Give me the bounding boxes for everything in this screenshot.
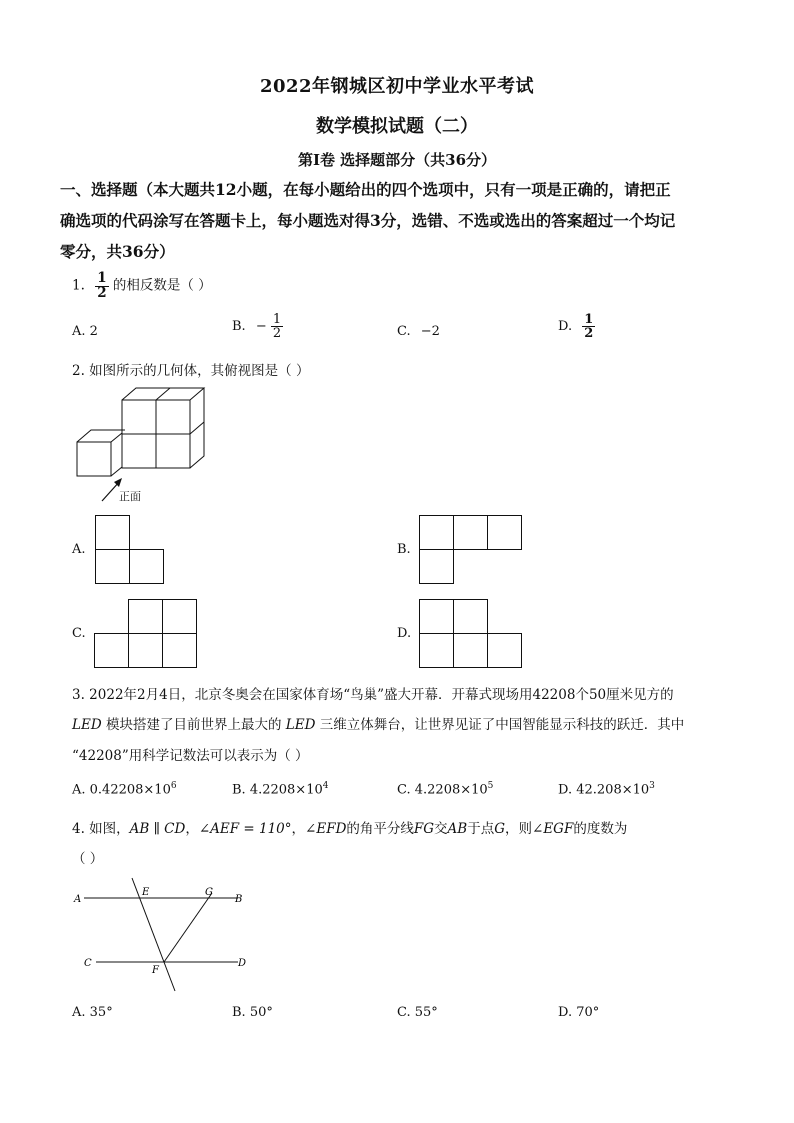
math-condition: AB ∥ CD: [129, 821, 186, 837]
q3-option-d: [558, 781, 655, 797]
q4-option-a: A. 35°: [72, 1005, 113, 1020]
q4-text: 4. 如图，: [72, 821, 130, 837]
q2-option-d-label: D.: [397, 626, 412, 641]
page-title: 2022年钢城区初中学业水平考试: [259, 76, 535, 97]
option-text: C. 4.2208×10: [397, 782, 488, 798]
math-term: FG: [413, 821, 435, 837]
q1-option-d: [558, 313, 595, 340]
q2-option-c-label: C.: [72, 626, 86, 641]
q4-line-2: （ ）: [72, 851, 104, 867]
q4-text: 交: [434, 821, 448, 837]
q4-option-c: C. 55°: [397, 1005, 438, 1020]
q1-option-b: [232, 313, 283, 340]
q3-line-3: “42208”用科学记数法可以表示为（ ）: [72, 748, 309, 764]
q2-option-c-figure: [94, 599, 199, 669]
line-fg: [164, 893, 212, 962]
fraction-numerator: 1: [97, 270, 107, 286]
math-condition: ∠AEF = 110°: [198, 821, 292, 837]
q4-text: 的角平分线: [346, 821, 414, 837]
fraction-denominator: 2: [584, 326, 594, 341]
exponent: 4: [322, 781, 329, 791]
q4-figure: [70, 872, 255, 997]
q2-option-b-label: B.: [397, 542, 411, 557]
q3-option-b: [232, 781, 328, 797]
exponent: 3: [649, 781, 655, 791]
exponent: 6: [170, 781, 177, 791]
fraction: [582, 313, 595, 340]
question-1: [72, 272, 212, 300]
option-label: C.: [397, 324, 411, 339]
section-line-3: 零分，共36分）: [60, 242, 175, 261]
point-label-g: G: [205, 887, 213, 898]
section-line-2: 确选项的代码涂写在答题卡上，每小题选对得3分，选错、不选或选出的答案超过一个均记: [60, 211, 676, 230]
math-term: G: [494, 821, 506, 837]
question-number: 1.: [72, 277, 85, 294]
led-term: LED: [285, 717, 316, 733]
q3-text: 模块搭建了目前世界上最大的: [105, 717, 282, 733]
option-value: −2: [420, 324, 440, 339]
question-2: 2. 如图所示的几何体，其俯视图是（ ）: [72, 363, 310, 379]
point-label-f: F: [152, 965, 159, 976]
math-condition: ∠EFD: [305, 821, 347, 837]
q3-line-2: [72, 713, 684, 733]
q4-option-b: B. 50°: [232, 1005, 273, 1020]
q4-text: ，: [291, 821, 306, 837]
q1-option-c: [397, 324, 440, 339]
option-label: D.: [558, 319, 573, 334]
part-heading: 第Ⅰ卷 选择题部分（共36分）: [297, 151, 497, 169]
question-text: 的相反数是（ ）: [112, 277, 212, 294]
fraction-denominator: 2: [97, 284, 107, 301]
option-label: B.: [232, 319, 246, 334]
point-label-a: A: [74, 894, 82, 905]
q3-line-1: 3. 2022年2月4日，北京冬奥会在国家体育场“鸟巢”盛大开幕．开幕式现场用42208个50厘米见方的: [72, 687, 674, 703]
q3-text: 三维立体舞台，让世界见证了中国智能显示科技的跃迁．其中: [319, 717, 685, 733]
q4-line-1: [72, 817, 627, 837]
q2-option-b-figure: [419, 515, 524, 585]
option-text: A. 0.42208×10: [72, 782, 171, 798]
fraction-half: [95, 272, 108, 300]
q2-option-d-figure: [419, 599, 524, 669]
q1-option-a: A. 2: [72, 324, 98, 339]
q4-text: 的度数为: [573, 821, 628, 837]
point-label-b: B: [235, 894, 243, 905]
minus-sign: −: [255, 319, 267, 334]
option-text: B. 4.2208×10: [232, 782, 323, 798]
section-instructions: [60, 174, 675, 267]
section-line-1: 一、选择题（本大题共12小题，在每小题给出的四个选项中，只有一项是正确的，请把正: [60, 180, 671, 199]
math-term: AB: [447, 821, 468, 837]
point-label-d: D: [238, 958, 247, 969]
q4-option-d: D. 70°: [558, 1005, 600, 1020]
q4-text: ，则: [505, 821, 533, 837]
q4-text: 于点: [467, 821, 495, 837]
q2-option-a-label: A.: [72, 542, 86, 557]
page-subtitle: 数学模拟试题（二）: [316, 116, 478, 137]
led-term: LED: [72, 717, 102, 733]
fraction-denominator: 2: [272, 326, 282, 341]
fraction-numerator: 1: [272, 312, 282, 327]
q3-option-c: [397, 781, 493, 797]
point-label-c: C: [84, 958, 92, 969]
option-text: D. 42.208×10: [558, 782, 650, 798]
q2-option-a-figure: [95, 515, 165, 585]
q3-option-a: [72, 781, 177, 797]
fraction-numerator: 1: [584, 312, 594, 327]
q4-text: ，: [185, 821, 199, 837]
front-label: 正面: [119, 490, 141, 503]
point-label-e: E: [142, 887, 150, 898]
math-term: ∠EGF: [532, 821, 574, 837]
exponent: 5: [487, 781, 494, 791]
fraction: [271, 313, 283, 340]
